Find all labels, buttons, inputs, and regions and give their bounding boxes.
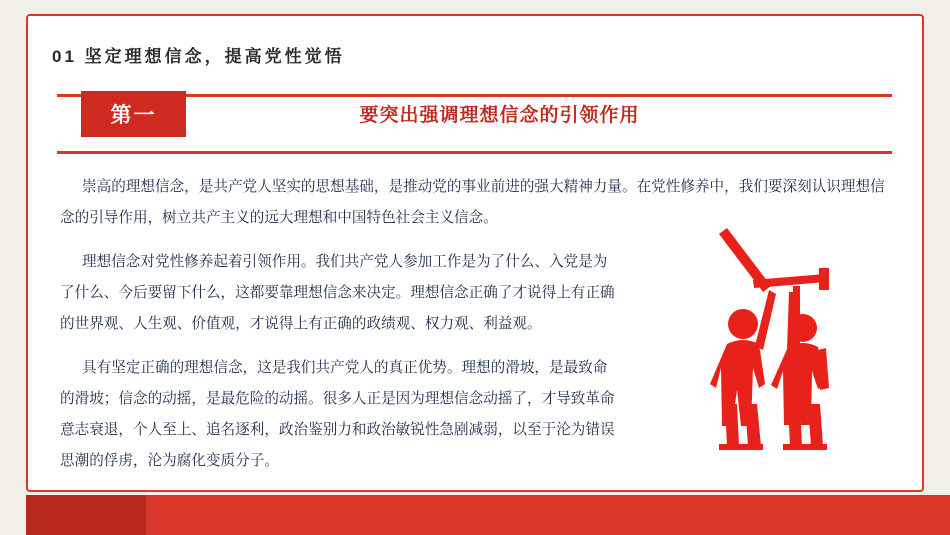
heading-divider-bottom bbox=[57, 151, 892, 154]
paragraph bbox=[60, 247, 620, 340]
heading-bar bbox=[57, 94, 892, 154]
paragraph bbox=[60, 172, 888, 234]
paragraph-text: 理想信念对党性修养起着引领作用。我们共产党人参加工作是为了什么、入党是为了什么、今后要留下什么，这都要靠理想信念来决定。理想信念正确了才说得上有正确的世界观、人生观、价值观，才说得上有正确的政绩观、权力观、利益观。 bbox=[60, 254, 615, 332]
page-title: 01 坚定理想信念，提高党性觉悟 bbox=[52, 47, 345, 66]
heading-text: 要突出强调理想信念的引领作用 bbox=[359, 105, 640, 126]
paragraph-text: 具有坚定正确的理想信念，这是我们共产党人的真正优势。理想的滑坡，是最致命的滑坡；信念的动摇，是最危险的动摇。很多人正是因为理想信念动摇了，才导致革命意志衰退，个人至上、追名逐利，政治鉴别力和政治敏锐性急剧减弱，以至于沦为错误思潮的俘虏，沦为腐化变质分子。 bbox=[60, 360, 615, 469]
heading-tag: 第一 bbox=[81, 91, 186, 137]
workers-with-tools-silhouette-icon bbox=[675, 228, 890, 458]
paragraph bbox=[60, 353, 620, 477]
bottom-band-accent bbox=[26, 495, 146, 535]
paragraph-text: 崇高的理想信念，是共产党人坚实的思想基础，是推动党的事业前进的强大精神力量。在党性修养中，我们要深刻认识理想信念的引导作用，树立共产主义的远大理想和中国特色社会主义信念。 bbox=[60, 179, 885, 226]
bottom-band bbox=[26, 495, 950, 535]
